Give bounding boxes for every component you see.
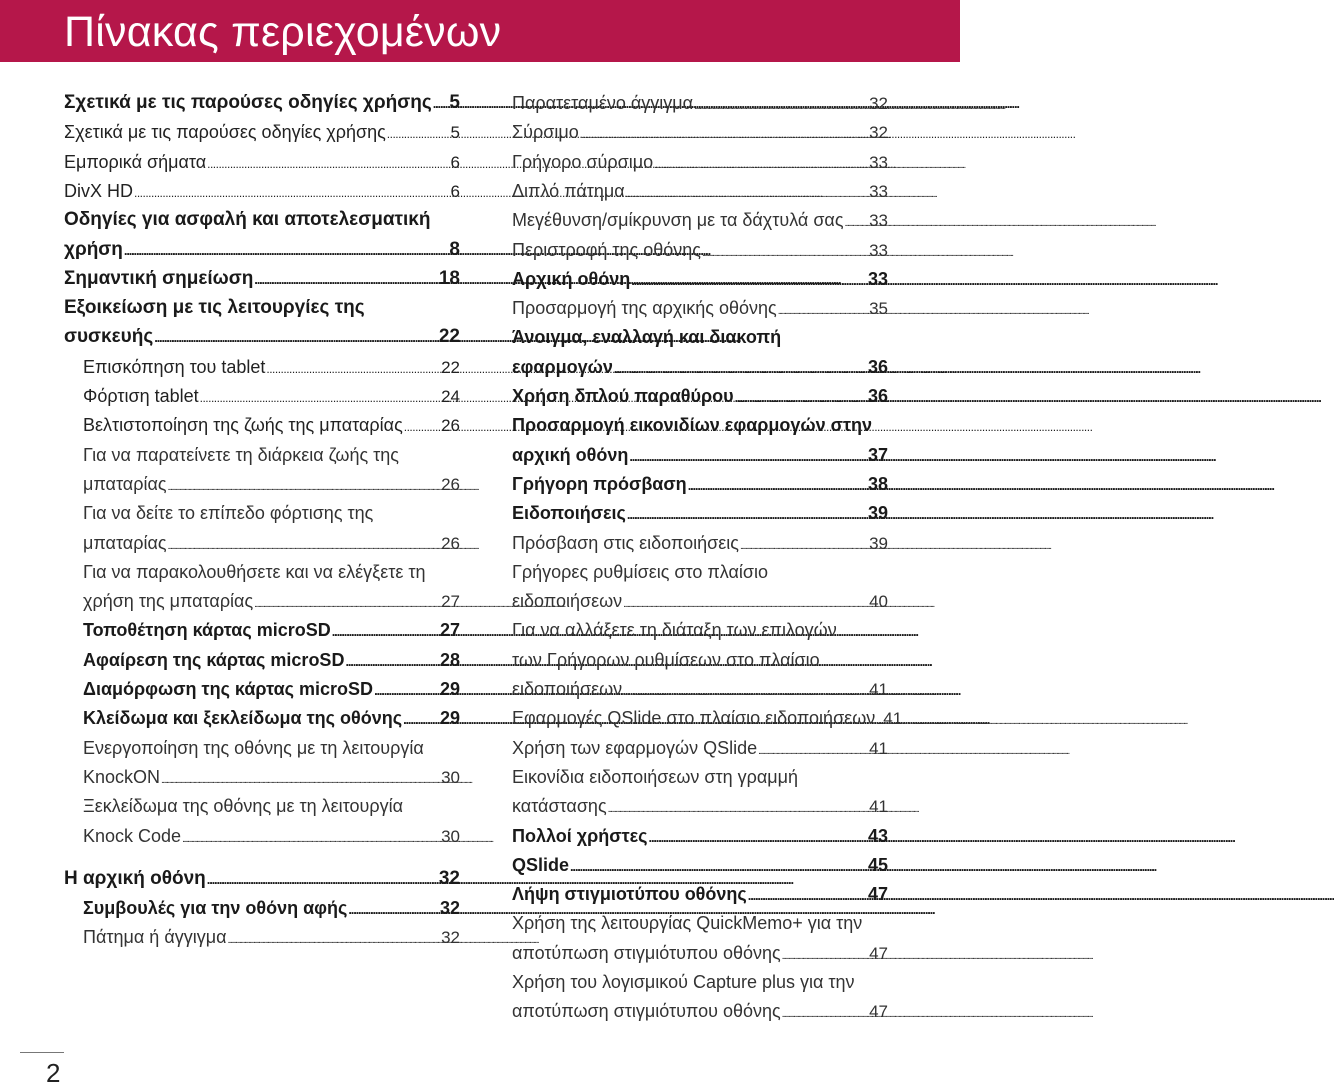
toc-entry-line: Εξοικείωση με τις λειτουργίες της [64, 297, 365, 319]
toc-entry[interactable] [512, 673, 888, 705]
toc-page-number: 39 [869, 533, 888, 553]
toc-entry[interactable] [512, 585, 888, 617]
toc-entry-title: αποτύπωση στιγμιότυπου οθόνης [512, 942, 781, 963]
toc-entry[interactable] [64, 644, 460, 676]
toc-page-number: 39 [867, 503, 888, 524]
toc-page-number: 40 [869, 592, 888, 612]
toc-entry-title: Εφαρμογές QSlide στο πλαίσιο ειδοποιήσεων [512, 708, 876, 729]
toc-entry-title: Πρόσβαση στις ειδοποιήσεις [512, 532, 739, 553]
toc-entry[interactable] [512, 468, 888, 500]
toc-entry[interactable] [64, 234, 460, 266]
toc-entry[interactable] [64, 820, 460, 852]
toc-entry[interactable] [512, 820, 888, 852]
toc-page-number: 43 [867, 825, 888, 846]
toc-entry[interactable] [64, 892, 460, 924]
toc-entry[interactable] [512, 790, 888, 822]
toc-entry-title: Ειδοποιήσεις [512, 503, 626, 524]
toc-entry[interactable] [512, 878, 888, 910]
toc-entry-line: Άνοιγμα, εναλλαγή και διακοπή [512, 327, 782, 348]
toc-entry-line: Εικονίδια ειδοποιήσεων στη γραμμή [512, 766, 799, 787]
toc-entry-line: Ξεκλείδωμα της οθόνης με τη λειτουργία [83, 796, 404, 817]
toc-page-number: 6 [450, 152, 460, 172]
toc-entry[interactable] [512, 234, 888, 266]
toc-entry-title: αποτύπωση στιγμιότυπου οθόνης [512, 1001, 781, 1022]
toc-entry-line: Προσαρμογή εικονιδίων εφαρμογών στην [512, 415, 872, 436]
toc-entry[interactable] [512, 849, 888, 881]
toc-entry-line: Χρήση της λειτουργίας QuickMemo+ για την [512, 913, 863, 934]
toc-entry-title: Κλείδωμα και ξεκλείδωμα της οθόνης [83, 708, 403, 729]
toc-page-number: 45 [867, 854, 888, 875]
toc-page-number: 26 [441, 416, 460, 436]
toc-entry-title: Εμπορικά σήματα [64, 151, 207, 172]
toc-entry[interactable] [64, 468, 460, 500]
toc-entry-title: QSlide [512, 854, 570, 875]
toc-entry-title: Σύρσιμο [512, 122, 579, 143]
toc-entry[interactable] [64, 175, 460, 207]
toc-entry[interactable] [512, 204, 888, 236]
toc-entry-title: Διπλό πάτημα [512, 180, 625, 201]
toc-entry-title: ειδοποιήσεων [512, 679, 623, 699]
footer-divider [20, 1052, 64, 1053]
toc-page-number: 35 [869, 299, 888, 319]
toc-entry[interactable] [64, 87, 460, 119]
toc-entry[interactable] [512, 497, 888, 529]
toc-entry[interactable] [512, 732, 888, 764]
toc-page-number: 22 [441, 357, 460, 377]
toc-entry-line: των Γρήγορων ρυθμίσεων στο πλαίσιο [512, 649, 820, 670]
toc-entry-title: συσκευής [64, 326, 154, 348]
toc-page-number: 18 [438, 267, 460, 289]
toc-entry[interactable] [512, 116, 888, 148]
toc-entry[interactable] [512, 146, 888, 178]
toc-entry-title: KnockON [83, 766, 161, 787]
toc-entry[interactable] [512, 292, 888, 324]
toc-entry-title: Μεγέθυνση/σμίκρυνση με τα δάχτυλά σας [512, 210, 844, 231]
toc-entry-title: Διαμόρφωση της κάρτας microSD [83, 679, 374, 699]
toc-dot-leader [782, 999, 868, 1031]
toc-entry-title: Γρήγορο σύρσιμο [512, 151, 654, 172]
toc-entry[interactable] [512, 87, 888, 119]
toc-page-number: 26 [441, 533, 460, 553]
toc-entry-title: αρχική οθόνη [512, 444, 629, 465]
toc-page-number: 41 [869, 680, 888, 699]
toc-page-number: 33 [867, 268, 888, 289]
page-title: Πίνακας περιεχομένων [64, 8, 502, 56]
toc-entry-title: Η αρχική οθόνη [64, 867, 206, 889]
toc-entry[interactable] [64, 380, 460, 412]
toc-entry-line: Ενεργοποίηση της οθόνης με τη λειτουργία [83, 737, 424, 758]
toc-entry-title: κατάστασης [512, 796, 607, 817]
toc-entry[interactable] [64, 321, 460, 353]
toc-entry-line: Για να δείτε το επίπεδο φόρτισης της [83, 503, 374, 524]
toc-entry-title: Χρήση των εφαρμογών QSlide [512, 737, 758, 758]
toc-entry[interactable] [64, 351, 460, 383]
toc-entry-title: Πολλοί χρήστες [512, 825, 648, 846]
toc-entry[interactable] [512, 175, 888, 207]
toc-entry[interactable] [64, 702, 460, 734]
toc-entry-title: Knock Code [83, 825, 182, 846]
toc-entry[interactable] [64, 527, 460, 559]
toc-entry-title: Γρήγορη πρόσβαση [512, 473, 687, 494]
toc-entry[interactable] [64, 409, 460, 441]
toc-entry[interactable] [64, 863, 460, 895]
toc-page-number: 32 [869, 94, 888, 113]
toc-page-number: 8 [449, 238, 460, 260]
toc-entry-title: Προσαρμογή της αρχικής οθόνης [512, 298, 777, 319]
toc-page-number: 37 [867, 444, 888, 465]
toc-entry-title: Σχετικά με τις παρούσες οδηγίες χρήσης [64, 122, 386, 143]
toc-entry-title: Φόρτιση tablet [83, 386, 199, 406]
toc-dot-leader [124, 235, 449, 267]
toc-page-number: 47 [867, 884, 888, 905]
toc-entry-line: Για να αλλάξετε τη διάταξη των επιλογών [512, 620, 837, 641]
toc-page-number: 33 [869, 240, 888, 260]
toc-page-number: 30 [441, 826, 460, 846]
toc-entry-title: Λήψη στιγμιοτύπου οθόνης [512, 884, 747, 905]
toc-page-number: 36 [867, 386, 888, 406]
toc-entry[interactable] [512, 439, 888, 471]
toc-entry[interactable] [64, 585, 460, 617]
toc-entry-title: ειδοποιήσεων [512, 591, 623, 612]
toc-page-number: 32 [438, 867, 460, 889]
toc-entry[interactable] [512, 937, 888, 969]
toc-entry-title: μπαταρίας [83, 532, 167, 553]
toc-entry-title: χρήση της μπαταρίας [83, 591, 254, 612]
toc-page-number: 32 [439, 898, 460, 919]
toc-page-number: 30 [441, 767, 460, 787]
toc-page-number: 27 [439, 620, 460, 641]
toc-entry[interactable] [512, 351, 888, 383]
toc-page-number: 5 [450, 123, 460, 143]
toc-entry-title: Σχετικά με τις παρούσες οδηγίες χρήσης [64, 92, 432, 113]
toc-entry-title: Βελτιστοποίηση της ζωής της μπαταρίας [83, 415, 403, 436]
toc-page-number: 29 [439, 708, 460, 729]
toc-page-number: 41 [869, 738, 888, 758]
toc-page-number: 36 [867, 356, 888, 377]
toc-dot-leader [254, 264, 438, 296]
toc-entry[interactable] [64, 263, 460, 295]
toc-page-number: 33 [869, 181, 888, 201]
toc-page-number: 24 [441, 387, 460, 406]
toc-entry-line: Χρήση του λογισμικού Capture plus για την [512, 972, 855, 992]
toc-entry[interactable] [64, 921, 460, 953]
toc-page-number: 41 [869, 797, 888, 817]
toc-entry[interactable] [64, 116, 460, 148]
toc-entry-title: Αρχική οθόνη [512, 268, 631, 289]
toc-dot-leader [154, 322, 438, 354]
toc-page-number: 6 [450, 181, 460, 201]
toc-entry-title: Επισκόπηση του tablet [83, 356, 266, 377]
toc-entry-title: Πάτημα ή άγγιγμα [83, 927, 227, 948]
toc-entry-title: χρήση [64, 238, 123, 260]
toc-page-number: 47 [869, 1002, 888, 1022]
toc-entry-title: Παρατεταμένο άγγιγμα [512, 93, 694, 113]
toc-entry[interactable] [512, 263, 888, 295]
toc-dot-leader [433, 88, 449, 120]
toc-entry[interactable] [512, 380, 888, 412]
toc-entry[interactable] [64, 673, 460, 705]
toc-page-number: 33 [869, 152, 888, 172]
toc-entry-line: Γρήγορες ρυθμίσεις στο πλαίσιο [512, 561, 769, 582]
toc-page-number: 27 [441, 592, 460, 612]
toc-entry-title: DivX HD [64, 180, 134, 201]
toc-entry-title: Σημαντική σημείωση [64, 267, 254, 289]
toc-entry-title: Αφαίρεση της κάρτας microSD [83, 649, 345, 670]
toc-entry-title: Περιστροφή της οθόνης [512, 239, 701, 260]
toc-entry-title: Τοποθέτηση κάρτας microSD [83, 620, 331, 641]
toc-dot-leader [228, 925, 441, 957]
toc-entry-title: Συμβουλές για την οθόνη αφής [83, 898, 348, 919]
toc-page-number: 32 [441, 928, 460, 948]
toc-page-number: 33 [869, 211, 888, 231]
toc-entry[interactable] [512, 527, 888, 559]
toc-page-number: 41 [883, 709, 903, 729]
toc-entry-line: Για να παρακολουθήσετε και να ελέγξετε τη [83, 561, 426, 582]
toc-entry[interactable] [64, 614, 460, 646]
toc-entry-title: μπαταρίας [83, 473, 167, 494]
toc-entry-line: Οδηγίες για ασφαλή και αποτελεσματική [64, 209, 431, 231]
toc-entry[interactable] [64, 761, 460, 793]
toc-entry-title: εφαρμογών [512, 356, 613, 377]
toc-page-number: 28 [439, 649, 460, 670]
toc-page-number: 26 [441, 474, 460, 494]
toc-page-number: 29 [439, 679, 460, 699]
toc-entry[interactable] [512, 702, 903, 734]
toc-page-number: 22 [438, 326, 460, 348]
header-bar [0, 0, 960, 62]
toc-page-number: 32 [869, 123, 888, 143]
toc-entry-title: Χρήση δπλού παραθύρου [512, 386, 734, 406]
toc-entry-line: Για να παρατείνετε τη διάρκεια ζωής της [83, 444, 399, 465]
toc-entry[interactable] [64, 146, 460, 178]
toc-page-number: 5 [449, 92, 460, 113]
toc-dot-leader [207, 864, 438, 896]
page-number: 2 [46, 1058, 61, 1088]
toc-entry[interactable] [512, 995, 888, 1027]
toc-page-number: 47 [869, 943, 888, 963]
toc-page-number: 38 [867, 473, 888, 494]
toc-dot-leader [182, 824, 440, 856]
